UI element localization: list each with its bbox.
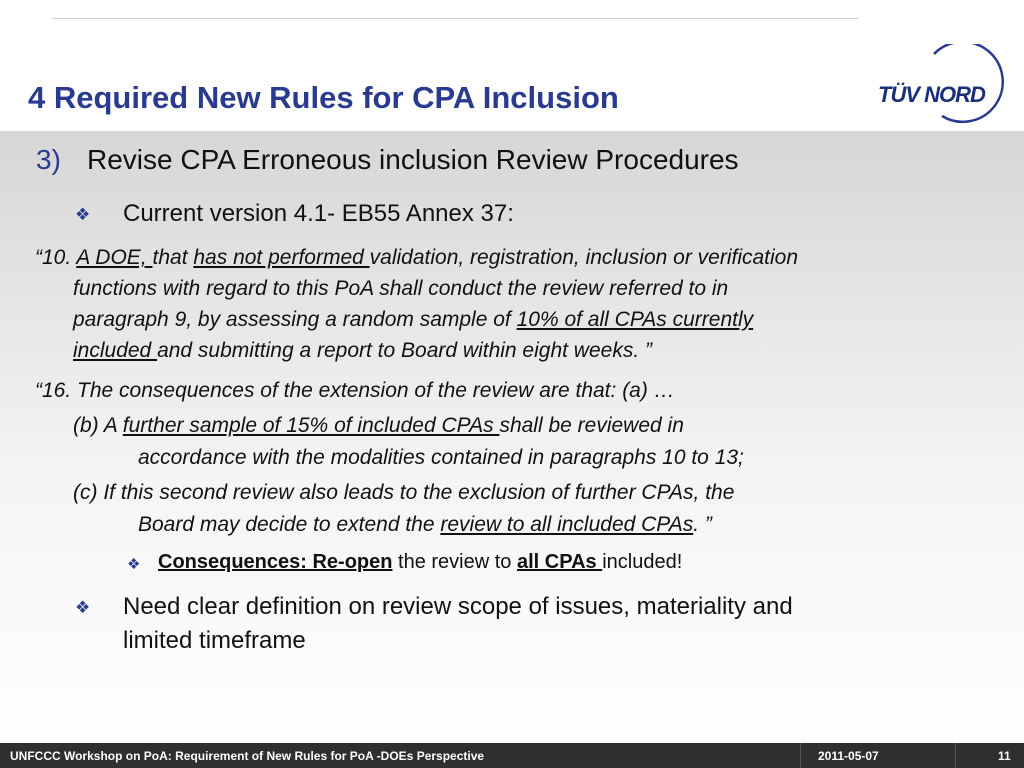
para16-c-line2	[138, 513, 712, 537]
para16-b-line1	[73, 414, 684, 438]
para10-line1	[35, 246, 798, 270]
para16-c-post: . ”	[693, 513, 712, 536]
para10-line3-pre: paragraph 9, by assessing a random sample of	[73, 308, 517, 331]
slide-title: 4 Required New Rules for CPA Inclusion	[28, 80, 619, 115]
top-divider	[52, 18, 858, 19]
para16-b-pre: (b) A	[73, 414, 123, 437]
footer-date: 2011-05-07	[818, 749, 879, 763]
para10-that: that	[152, 246, 194, 269]
para16-b-underline: further sample of 15% of included CPAs	[122, 414, 500, 437]
para10-open: “10.	[35, 246, 77, 269]
para10-line2: functions with regard to this PoA shall conduct the review referred to in	[73, 277, 729, 300]
tuv-nord-logo: TÜV NORD	[878, 82, 985, 107]
section-number: 3)	[36, 144, 61, 175]
page-number: 11	[998, 749, 1011, 763]
current-version-text: Current version 4.1- EB55 Annex 37:	[123, 200, 514, 227]
para10-line4-rest: and submitting a report to Board within eight weeks. ”	[157, 339, 652, 362]
consequences-line	[158, 551, 682, 574]
para16-c-line1: (c) If this second review also leads to the exclusion of further CPAs, the	[73, 481, 735, 504]
bullet-diamond-icon: ❖	[75, 205, 91, 224]
para10-line4-underline: included	[73, 339, 158, 362]
para16-c-pre: Board may decide to extend the	[138, 513, 441, 536]
consequences-all-cpas: all CPAs	[517, 551, 603, 573]
consequences-label: Consequences: Re-open	[158, 551, 393, 573]
para10-doe: A DOE,	[76, 246, 153, 269]
para10-line3-underline: 10% of all CPAs currently	[516, 308, 754, 331]
para16-b-line2: accordance with the modalities contained in paragraphs 10 to 13;	[138, 446, 744, 469]
para10-line3	[73, 308, 753, 332]
section-heading: Revise CPA Erroneous inclusion Review Procedures	[87, 144, 739, 175]
consequences-mid: the review to	[392, 551, 517, 573]
need-line1: Need clear definition on review scope of issues, materiality and	[123, 593, 793, 620]
footer-bar	[0, 743, 1024, 768]
need-line2: limited timeframe	[123, 627, 306, 654]
bullet-diamond-icon: ❖	[75, 598, 91, 617]
para16-line1: “16. The consequences of the extension of the review are that: (a) …	[35, 379, 675, 402]
para10-line1-rest: validation, registration, inclusion or verification	[369, 246, 799, 269]
footer-divider	[955, 743, 956, 768]
footer-title: UNFCCC Workshop on PoA: Requirement of New Rules for PoA -DOEs Perspective	[10, 749, 485, 763]
para10-not-performed: has not performed	[193, 246, 370, 269]
bullet-diamond-icon: ❖	[127, 556, 141, 573]
footer-divider	[800, 743, 801, 768]
para16-b-rest: shall be reviewed in	[499, 414, 684, 437]
para10-line4	[73, 339, 652, 363]
para16-c-underline: review to all included CPAs	[440, 513, 694, 536]
consequences-end: included!	[602, 551, 683, 573]
